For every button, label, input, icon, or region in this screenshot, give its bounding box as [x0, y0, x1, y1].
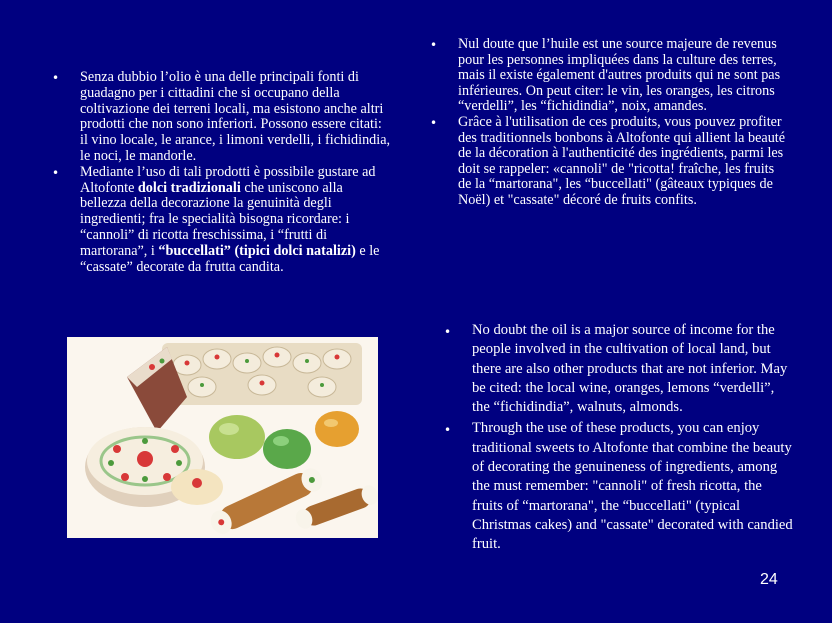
- italian-item-2-bold-a: dolci tradizionali: [137, 179, 241, 196]
- bullet-icon: •: [444, 423, 452, 438]
- page-number: 24: [760, 571, 778, 588]
- italian-item-2-text-a: Mediante l’uso di tali prodotti è possibile gustare ad Altofonte: [80, 163, 376, 196]
- italian-item-1-text: Senza dubbio l’olio è una delle principali fonti di guadagno per i cittadini che si occupano della coltivazione dei terreni locali, ma esistono anche altri prodotti che non sono inferiori. Possono essere citati: il vino locale, le arance, i limoni verdelli, i fichidindia, le noci, le mandorle.: [80, 69, 391, 164]
- italian-list-item: [52, 165, 392, 276]
- bullet-icon: •: [52, 71, 60, 85]
- french-list-item: [430, 115, 790, 209]
- english-item-1-text: No doubt the oil is a major source of income for the people involved in the cultivation of local land, but there are also other products that are not inferior. May be cited: the local wine, oranges, lemons “verdelli”, the “fichidindia”, walnuts, almonds.: [472, 322, 788, 416]
- italian-item-2-bold-d: “buccellati” (tipici dolci natalizi): [158, 242, 356, 259]
- italian-text-block: [52, 70, 392, 275]
- english-list-item: [444, 419, 794, 554]
- sweets-photo: [67, 337, 378, 538]
- french-item-2-text: Grâce à l'utilisation de ces produits, vous pouvez profiter des traditionnels bonbons à Altofonte qui allient la beauté de la décoration à l'authenticité des ingrédients, parmi les doit se rappeler: «cannoli" de "ricotta! fraîche, les fruits de la “martorana", les “buccellati" (gâteaux typiques de Noël) et "cassate" décoré de fruits confits.: [458, 113, 786, 208]
- french-list-item: [430, 37, 790, 115]
- english-list-item: [444, 321, 794, 417]
- french-item-1-text: Nul doute que l’huile est une source majeure de revenus pour les personnes impliquées dans la culture des terres, mais il existe également d'autres produits qui ne sont pas inférieures. On peut citer: le vin, les oranges, les citrons “verdelli”, les “fichidindia”, noix, amandes.: [458, 36, 781, 115]
- bullet-icon: •: [52, 165, 60, 180]
- english-text-block: [444, 321, 794, 557]
- italian-item-2-text-c: che uniscono alla bellezza della decorazione la genuinità degli ingredienti; fra le specialità bisogna ricordare: i “cannoli” di ricotta freschissima, i “frutti di martorana”, i: [80, 179, 350, 259]
- italian-list-item: [52, 70, 392, 165]
- english-item-2-text: Through the use of these products, you can enjoy traditional sweets to Altofonte that combine the beauty of decorating the genuineness of ingredients, among the must remember: "cannoli" of fresh ricotta, the fruits of “martorana", the “buccellati" (typical Christmas cakes) and "cassate" decorated with candied fruit.: [472, 420, 793, 553]
- bullet-icon: •: [444, 325, 452, 339]
- french-bullet-list: [430, 37, 790, 209]
- italian-item-2-text-e: e le “cassate” decorate da frutta candita.: [80, 242, 380, 275]
- bullet-icon: •: [430, 38, 438, 52]
- french-text-block: [430, 37, 790, 209]
- english-bullet-list: [444, 321, 794, 555]
- bullet-icon: •: [430, 115, 438, 130]
- italian-bullet-list: [52, 70, 392, 275]
- sweets-illustration: [67, 337, 378, 538]
